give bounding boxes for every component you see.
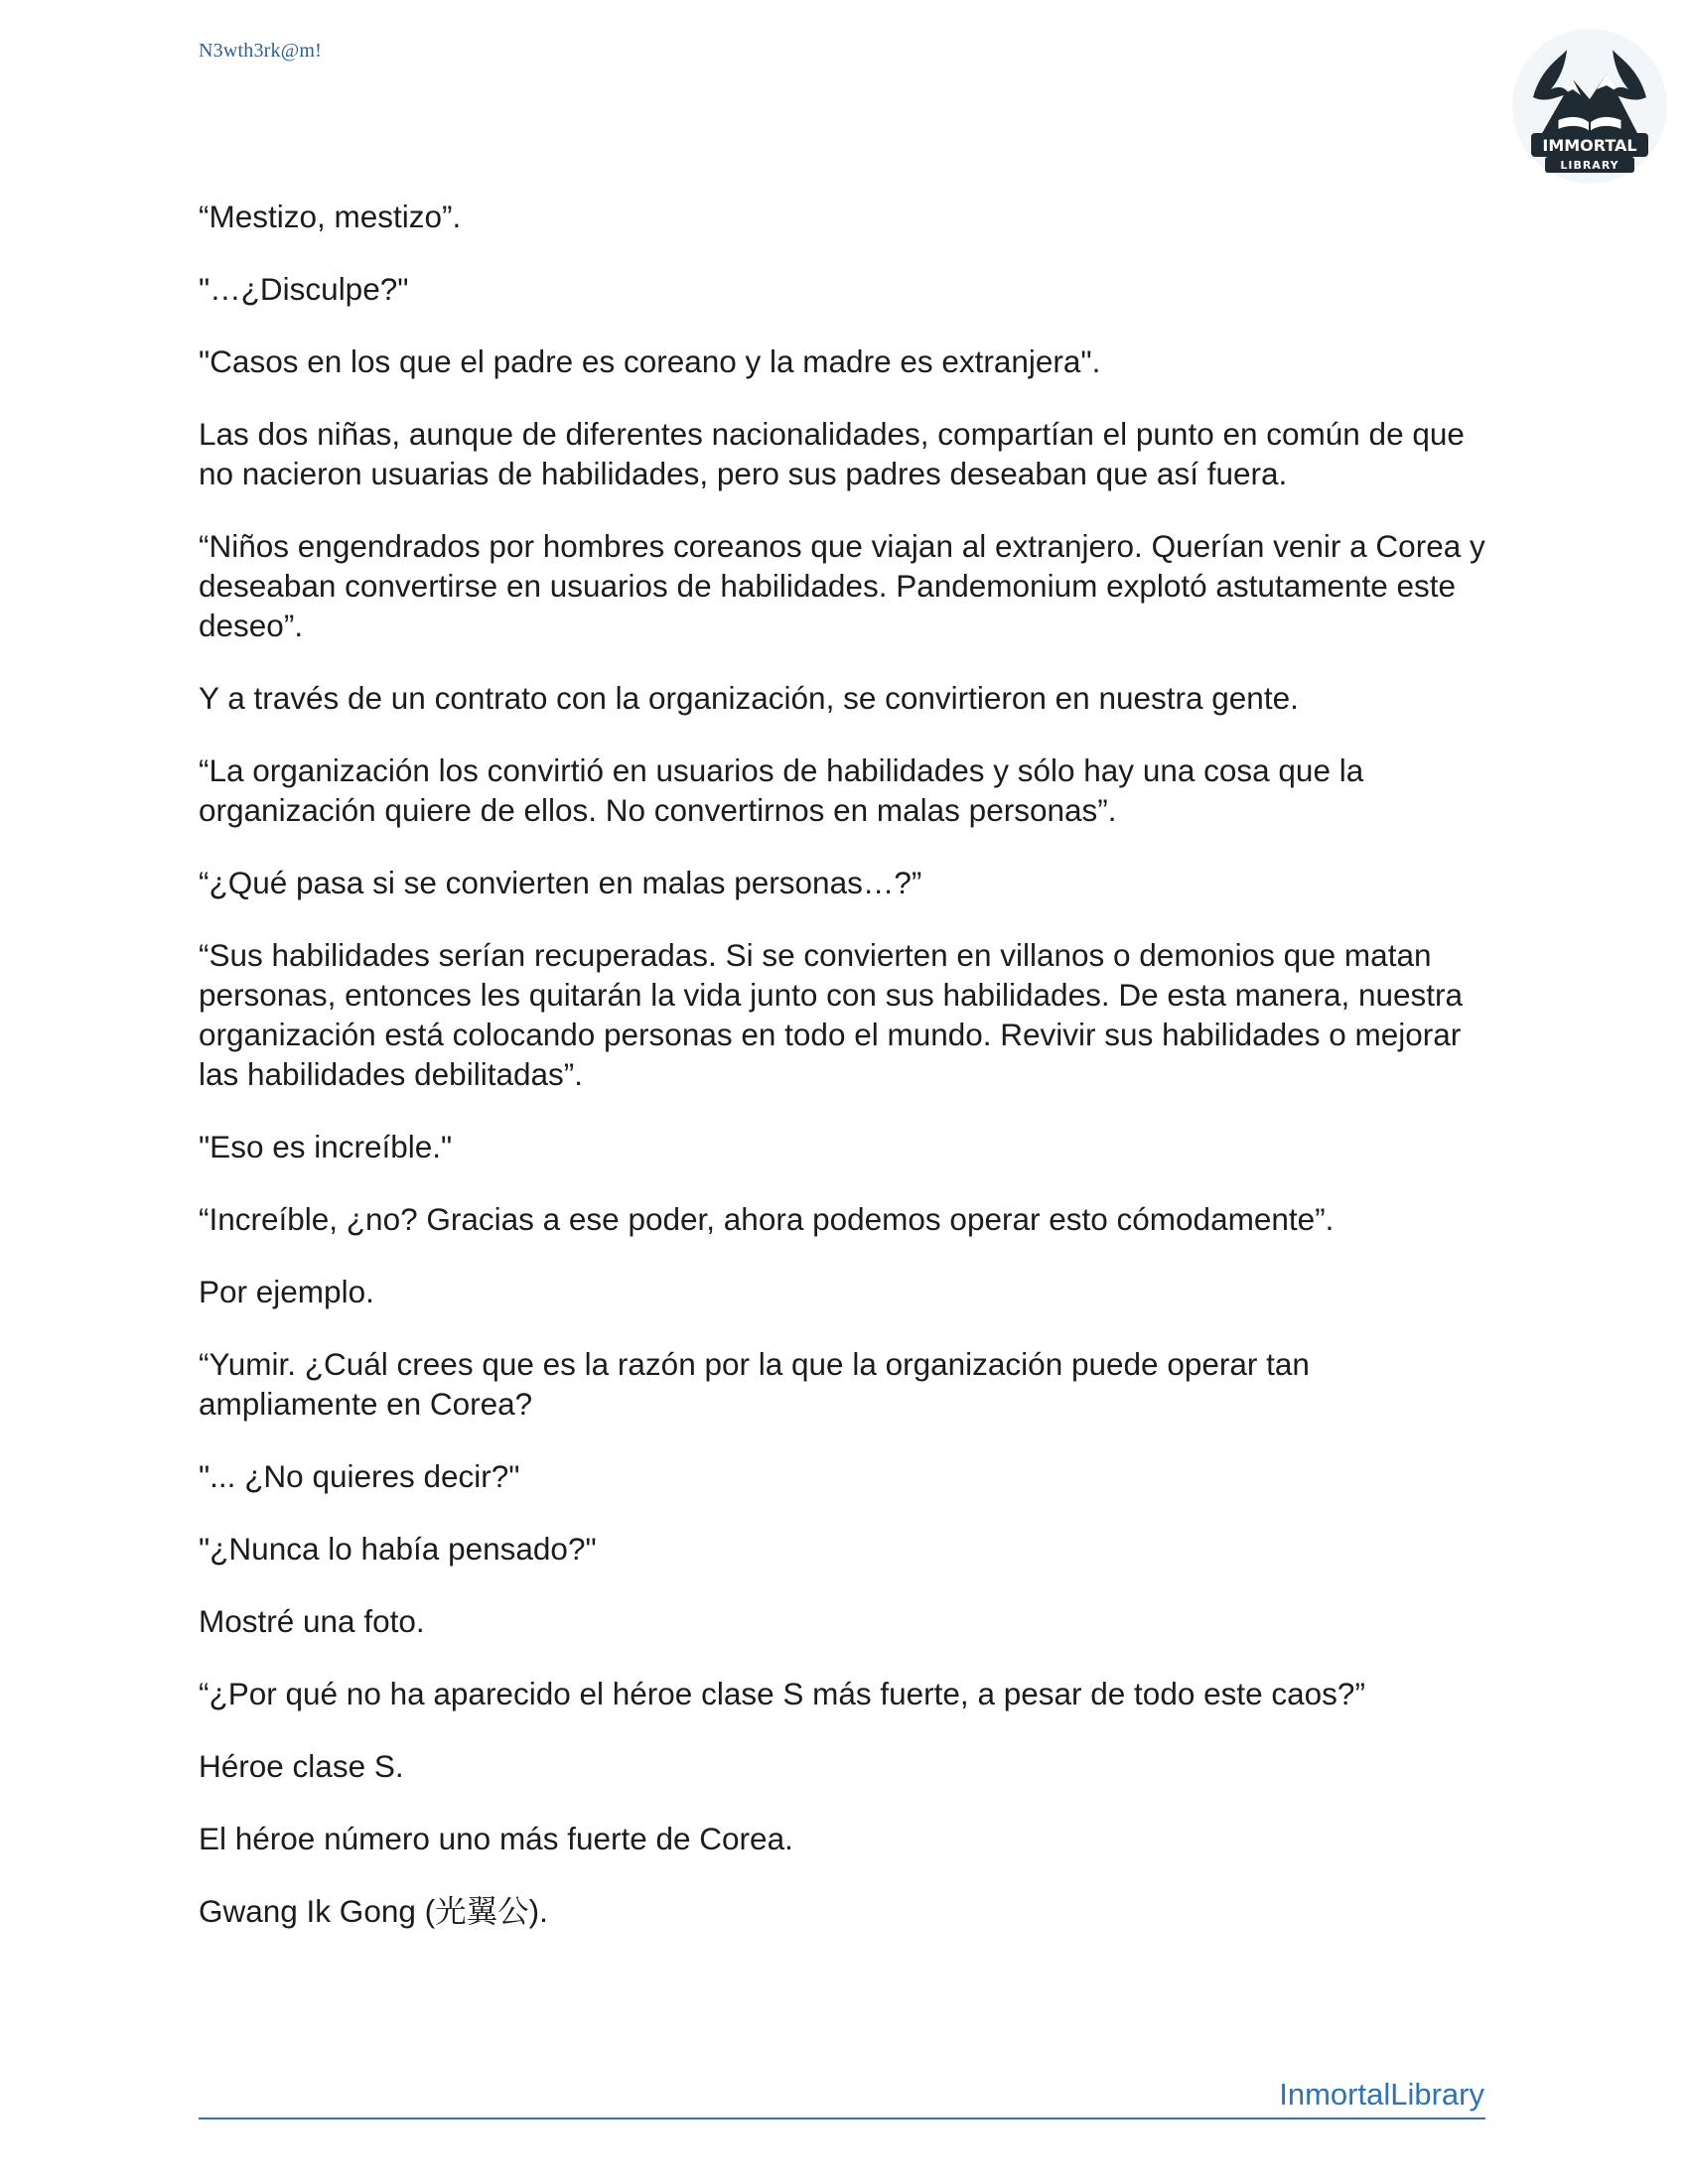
paragraph: "Casos en los que el padre es coreano y la madre es extranjera".	[199, 343, 1101, 379]
paragraph: Y a través de un contrato con la organización, se convirtieron en nuestra gente.	[199, 680, 1299, 716]
document-body	[199, 197, 1489, 1964]
paragraph: Mostré una foto.	[199, 1603, 425, 1639]
paragraph: “¿Por qué no ha aparecido el héroe clase S más fuerte, a pesar de todo este caos?”	[199, 1676, 1365, 1711]
logo-text-line2: LIBRARY	[1560, 159, 1619, 172]
header-watermark: N3wth3rk@m!	[199, 40, 322, 62]
paragraph: “Yumir. ¿Cuál crees que es la razón por la que la organización puede operar tan ampliamente en Corea?	[199, 1346, 1310, 1422]
paragraph: “Sus habilidades serían recuperadas. Si se convierten en villanos o demonios que matan personas, entonces les quitarán la vida junto con sus habilidades. De esta manera, nuestra organización está colocando personas en todo el mundo. Revivir sus habilidades o mejorar las habilidades debilitadas”.	[199, 937, 1464, 1092]
paragraph: "Eso es increíble."	[199, 1129, 453, 1164]
paragraph: "¿Nunca lo había pensado?"	[199, 1531, 597, 1567]
paragraph: “¿Qué pasa si se convierten en malas personas…?”	[199, 865, 922, 900]
footer-divider	[199, 2117, 1485, 2119]
paragraph: “Niños engendrados por hombres coreanos que viajan al extranjero. Querían venir a Corea y deseaban convertirse en usuarios de habilidades. Pandemonium explotó astutamente este deseo”.	[199, 528, 1485, 643]
paragraph: "…¿Disculpe?"	[199, 271, 409, 307]
paragraph: Gwang Ik Gong (光翼公).	[199, 1893, 548, 1929]
paragraph: Por ejemplo.	[199, 1274, 374, 1309]
paragraph: "... ¿No quieres decir?"	[199, 1458, 520, 1494]
paragraph: “Increíble, ¿no? Gracias a ese poder, ahora podemos operar esto cómodamente”.	[199, 1201, 1335, 1237]
paragraph: “Mestizo, mestizo”.	[199, 199, 462, 234]
footer-link[interactable]: InmortalLibrary	[1279, 2077, 1484, 2112]
paragraph: Las dos niñas, aunque de diferentes nacionalidades, compartían el punto en común de que no nacieron usuarias de habilidades, pero sus padres deseaban que así fuera.	[199, 416, 1465, 491]
logo-emblem-icon	[1511, 28, 1668, 185]
immortal-library-logo	[1511, 28, 1668, 185]
paragraph: El héroe número uno más fuerte de Corea.	[199, 1821, 793, 1856]
logo-text-line1: IMMORTAL	[1542, 136, 1637, 155]
paragraph: Héroe clase S.	[199, 1748, 404, 1784]
paragraph: “La organización los convirtió en usuarios de habilidades y sólo hay una cosa que la organización quiere de ellos. No convertirnos en malas personas”.	[199, 752, 1364, 828]
